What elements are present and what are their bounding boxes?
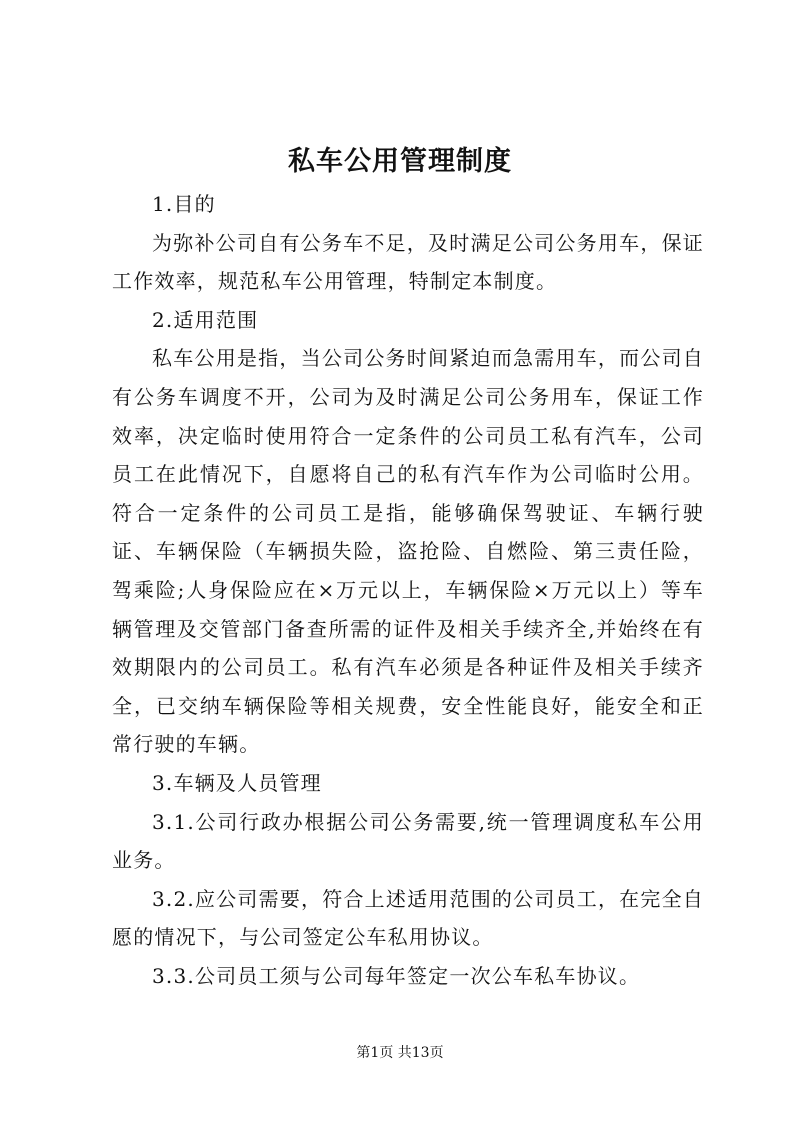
paragraph-3-1: 3.1.公司行政办根据公司公务需要,统一管理调度私车公用业务。: [112, 809, 704, 873]
paragraph-scope: 私车公用是指，当公司公务时间紧迫而急需用车，而公司自有公务车调度不开，公司为及时满足公司公务用车，保证工作效率，决定临时使用符合一定条件的公司员工私有汽车，公司员工在此情况下，自愿将自己的私有汽车作为公司临时公用。符合一定条件的公司员工是指，能够确保驾驶证、车辆行驶证、车辆保险（车辆损失险，盗抢险、自燃险、第三责任险，驾乘险;人身保险应在×万元以上，车辆保险×万元以上）等车辆管理及交管部门备查所需的证件及相关手续齐全,并始终在有效期限内的公司员工。私有汽车必须是各种证件及相关手续齐全，已交纳车辆保险等相关规费，安全性能良好，能安全和正常行驶的车辆。: [112, 346, 704, 757]
page-title: 私车公用管理制度: [288, 146, 512, 177]
document-body: [112, 185, 704, 995]
section-heading-purpose: 1.目的: [152, 192, 216, 216]
section-heading-management: 3.车辆及人员管理: [152, 770, 322, 795]
page-number: 第1页 共13页: [356, 1045, 444, 1061]
paragraph-purpose: 为弥补公司自有公务车不足，及时满足公司公务用车，保证工作效率，规范私车公用管理，特制定本制度。: [112, 230, 704, 294]
paragraph-3-2: 3.2.应公司需要，符合上述适用范围的公司员工，在完全自愿的情况下，与公司签定公车私用协议。: [112, 886, 704, 950]
paragraph-3-3: 3.3.公司员工须与公司每年签定一次公车私车协议。: [152, 963, 641, 988]
section-heading-scope: 2.适用范围: [152, 307, 259, 332]
